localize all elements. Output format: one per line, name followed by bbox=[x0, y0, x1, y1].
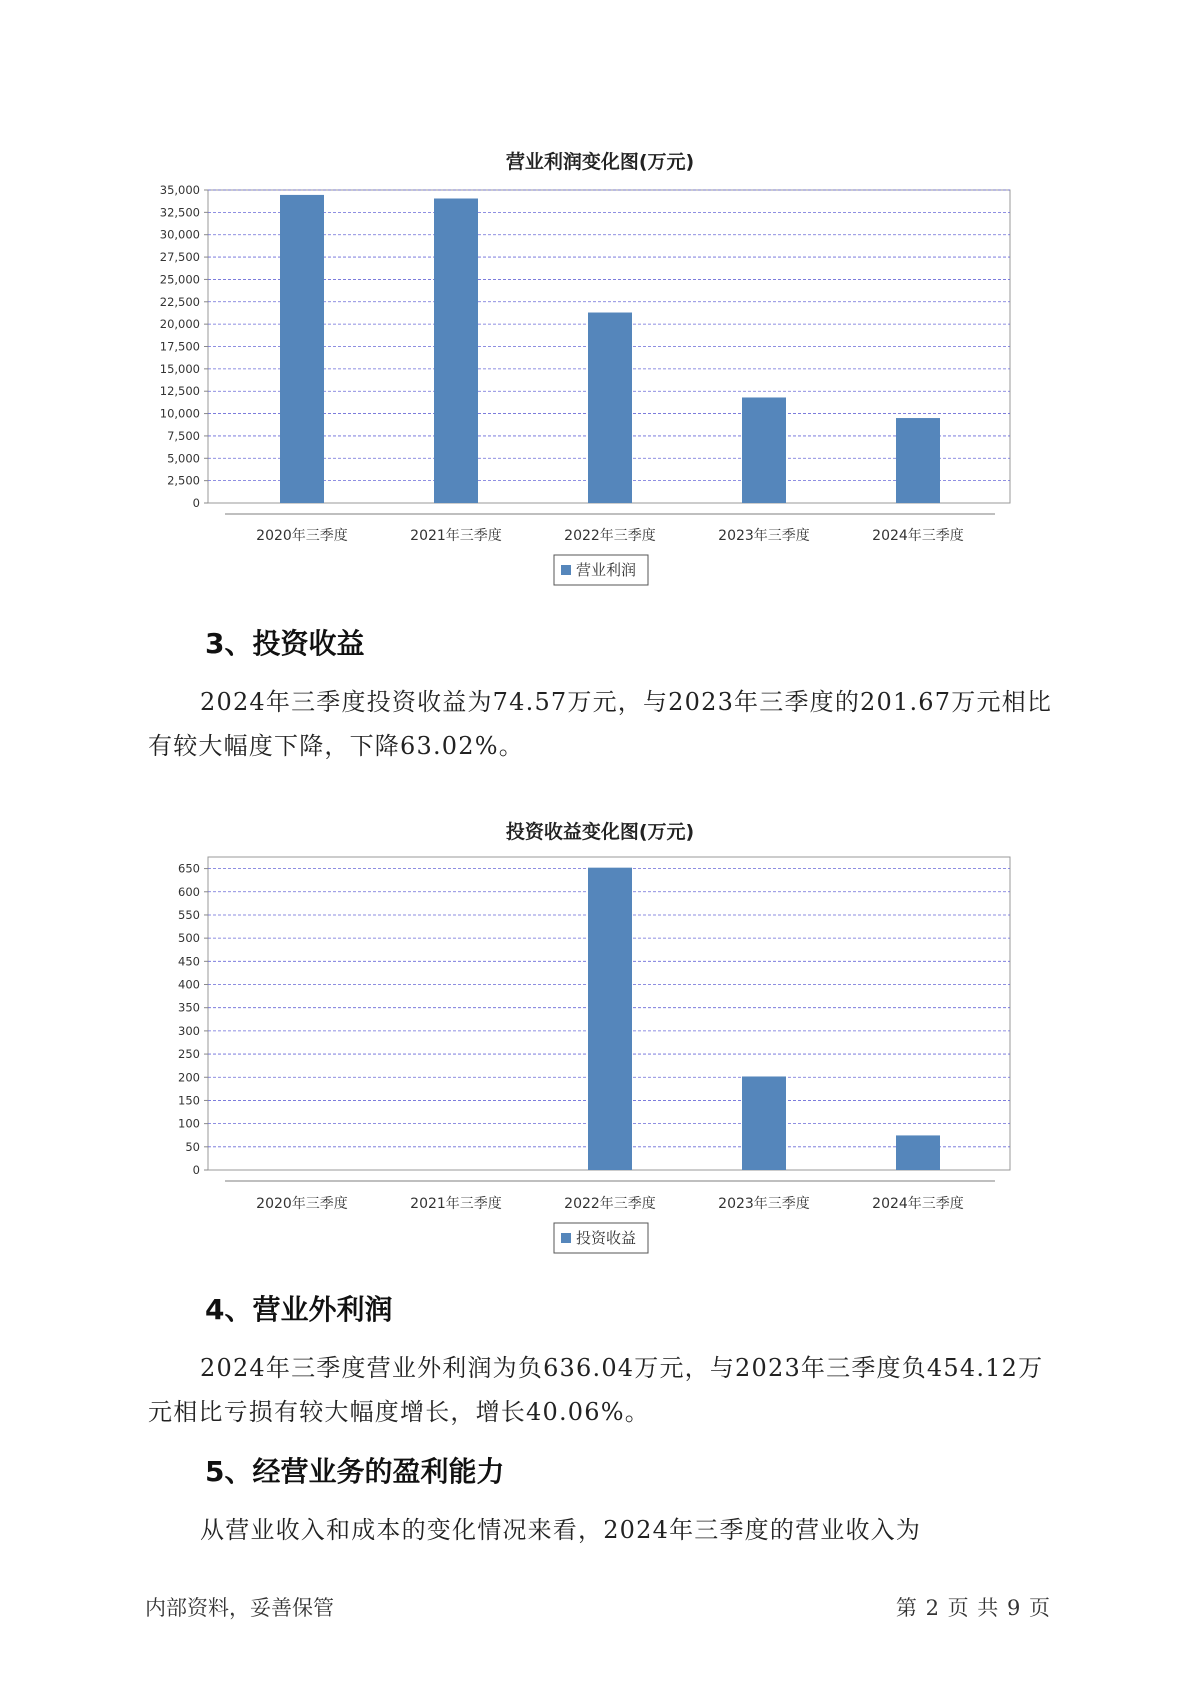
section-5-paragraph: 从营业收入和成本的变化情况来看，2024年三季度的营业收入为 bbox=[200, 1516, 922, 1544]
y-tick-label: 250 bbox=[178, 1047, 200, 1062]
y-tick-label: 500 bbox=[178, 931, 200, 946]
x-category-label: 2024年三季度 bbox=[872, 528, 964, 544]
y-tick-label: 0 bbox=[192, 1163, 200, 1177]
x-category-label: 2021年三季度 bbox=[410, 1196, 502, 1212]
bar bbox=[434, 198, 478, 503]
x-category-label: 2020年三季度 bbox=[256, 528, 348, 544]
x-category-label: 2022年三季度 bbox=[564, 1196, 656, 1212]
y-tick-label: 7,500 bbox=[167, 428, 200, 443]
y-tick-label: 5,000 bbox=[167, 451, 200, 466]
y-tick-label: 200 bbox=[178, 1070, 200, 1085]
y-tick-label: 400 bbox=[178, 977, 200, 992]
bar bbox=[588, 313, 632, 503]
x-category-label: 2020年三季度 bbox=[256, 1196, 348, 1212]
y-tick-label: 600 bbox=[178, 884, 200, 899]
y-tick-label: 22,500 bbox=[159, 294, 200, 309]
y-tick-label: 150 bbox=[178, 1093, 200, 1108]
x-category-label: 2023年三季度 bbox=[718, 528, 810, 544]
x-category-label: 2024年三季度 bbox=[872, 1196, 964, 1212]
bar bbox=[896, 1135, 940, 1170]
legend-swatch bbox=[561, 1233, 571, 1243]
y-tick-label: 32,500 bbox=[159, 205, 200, 220]
x-category-label: 2023年三季度 bbox=[718, 1196, 810, 1212]
x-category-label: 2022年三季度 bbox=[564, 528, 656, 544]
bar bbox=[280, 195, 324, 503]
footer-page-number: 第 2 页 共 9 页 bbox=[895, 1596, 1051, 1620]
operating-profit-chart bbox=[0, 130, 1191, 600]
y-tick-label: 650 bbox=[178, 861, 200, 876]
y-tick-label: 12,500 bbox=[159, 384, 200, 399]
section-3-heading: 3、投资收益 bbox=[205, 627, 365, 660]
y-tick-label: 550 bbox=[178, 907, 200, 922]
y-tick-label: 20,000 bbox=[159, 317, 200, 332]
investment-income-chart-svg bbox=[0, 800, 1191, 1270]
legend-label: 投资收益 bbox=[576, 1229, 637, 1247]
footer-confidential-note: 内部资料，妥善保管 bbox=[145, 1596, 334, 1620]
chart-title: 营业利润变化图(万元) bbox=[505, 151, 695, 173]
section-5-heading: 5、经营业务的盈利能力 bbox=[205, 1455, 505, 1488]
chart-title: 投资收益变化图(万元) bbox=[505, 821, 695, 843]
y-tick-label: 15,000 bbox=[159, 361, 200, 376]
operating-profit-chart-svg bbox=[0, 130, 1191, 600]
bar bbox=[588, 868, 632, 1170]
y-tick-label: 0 bbox=[192, 496, 200, 510]
y-tick-label: 25,000 bbox=[159, 272, 200, 287]
y-tick-label: 17,500 bbox=[159, 339, 200, 354]
y-tick-label: 2,500 bbox=[167, 473, 200, 488]
y-tick-label: 30,000 bbox=[159, 227, 200, 242]
bar bbox=[742, 1076, 786, 1170]
section-3-paragraph: 2024年三季度投资收益为74.57万元，与2023年三季度的201.67万元相比有较大幅度下降，下降63.02%。 bbox=[148, 688, 1053, 760]
investment-income-chart bbox=[0, 800, 1191, 1270]
y-tick-label: 350 bbox=[178, 1000, 200, 1015]
y-tick-label: 50 bbox=[185, 1139, 200, 1154]
bar bbox=[896, 418, 940, 503]
y-tick-label: 450 bbox=[178, 954, 200, 969]
y-tick-label: 100 bbox=[178, 1116, 200, 1131]
legend-label: 营业利润 bbox=[576, 561, 637, 579]
bar bbox=[742, 397, 786, 503]
x-category-label: 2021年三季度 bbox=[410, 528, 502, 544]
y-tick-label: 10,000 bbox=[159, 406, 200, 421]
y-tick-label: 300 bbox=[178, 1023, 200, 1038]
y-tick-label: 27,500 bbox=[159, 250, 200, 265]
legend-swatch bbox=[561, 565, 571, 575]
y-tick-label: 35,000 bbox=[159, 183, 200, 197]
section-4-paragraph: 2024年三季度营业外利润为负636.04万元，与2023年三季度负454.12万元相比亏损有较大幅度增长，增长40.06%。 bbox=[148, 1354, 1044, 1426]
section-4-heading: 4、营业外利润 bbox=[205, 1293, 393, 1326]
